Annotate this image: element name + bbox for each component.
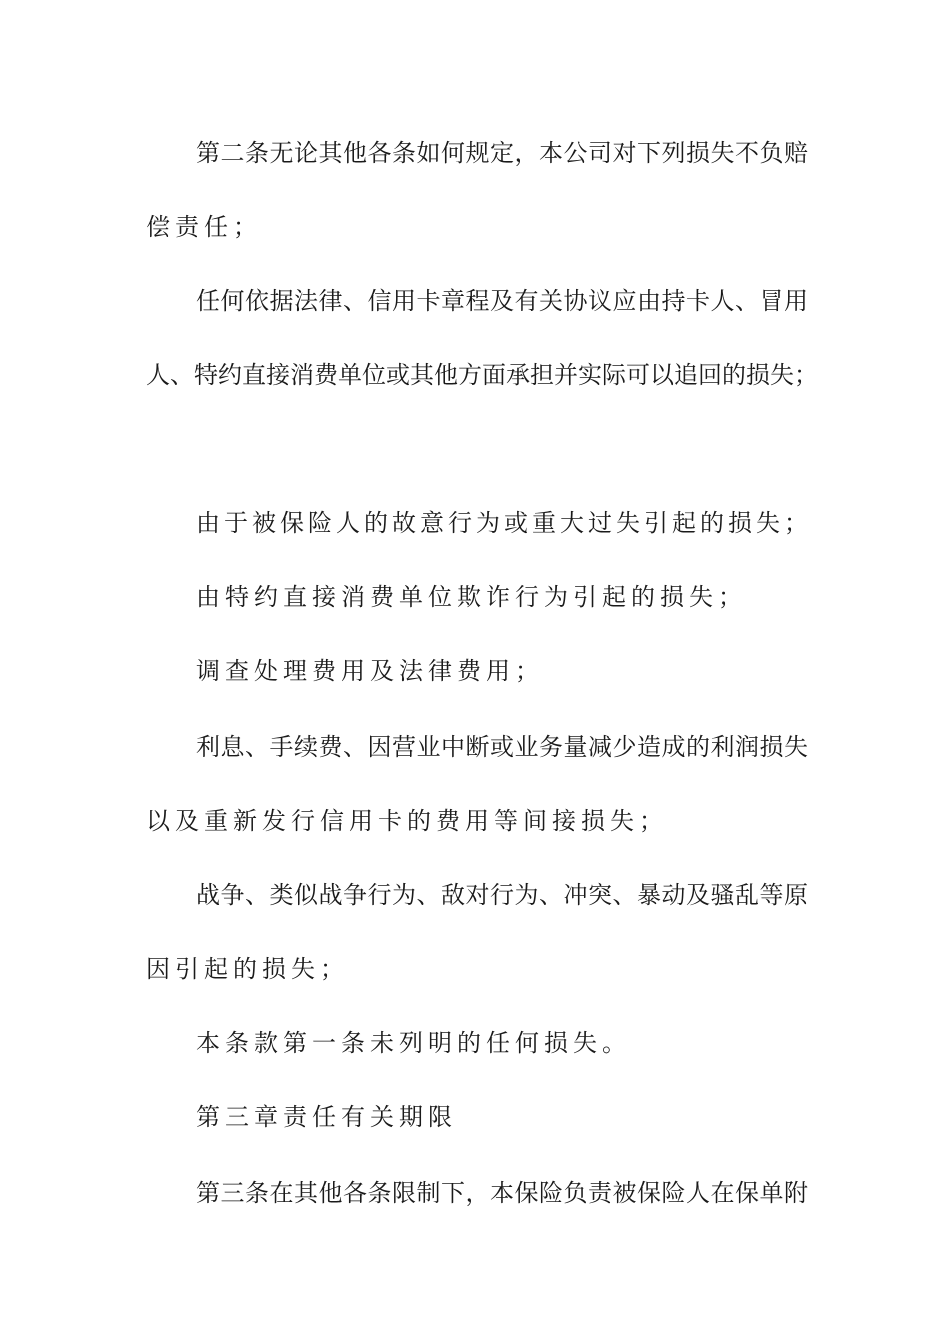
paragraph-line: 第三条在其他各条限制下，本保险负责被保险人在保单附: [196, 1179, 809, 1207]
paragraph-line: 第二条无论其他各条如何规定，本公司对下列损失不负赔: [196, 139, 809, 167]
paragraph-line: 由特约直接消费单位欺诈行为引起的损失；: [196, 583, 747, 611]
paragraph-line: 本条款第一条未列明的任何损失。: [196, 1029, 631, 1057]
section-heading: 第三章责任有关期限: [196, 1103, 457, 1131]
paragraph-line: 调查处理费用及法律费用；: [196, 657, 544, 685]
paragraph-line: 以及重新发行信用卡的费用等间接损失；: [146, 807, 668, 835]
paragraph-line: 由于被保险人的故意行为或重大过失引起的损失；: [196, 509, 812, 537]
paragraph-line: 战争、类似战争行为、敌对行为、冲突、暴动及骚乱等原: [196, 881, 809, 909]
paragraph-line: 任何依据法律、信用卡章程及有关协议应由持卡人、冒用: [196, 287, 809, 315]
paragraph-line: 偿责任；: [146, 213, 262, 241]
paragraph-line: 人、特约直接消费单位或其他方面承担并实际可以追回的损失；: [146, 361, 818, 389]
paragraph-line: 利息、手续费、因营业中断或业务量减少造成的利润损失: [196, 733, 809, 761]
paragraph-line: 因引起的损失；: [146, 955, 349, 983]
